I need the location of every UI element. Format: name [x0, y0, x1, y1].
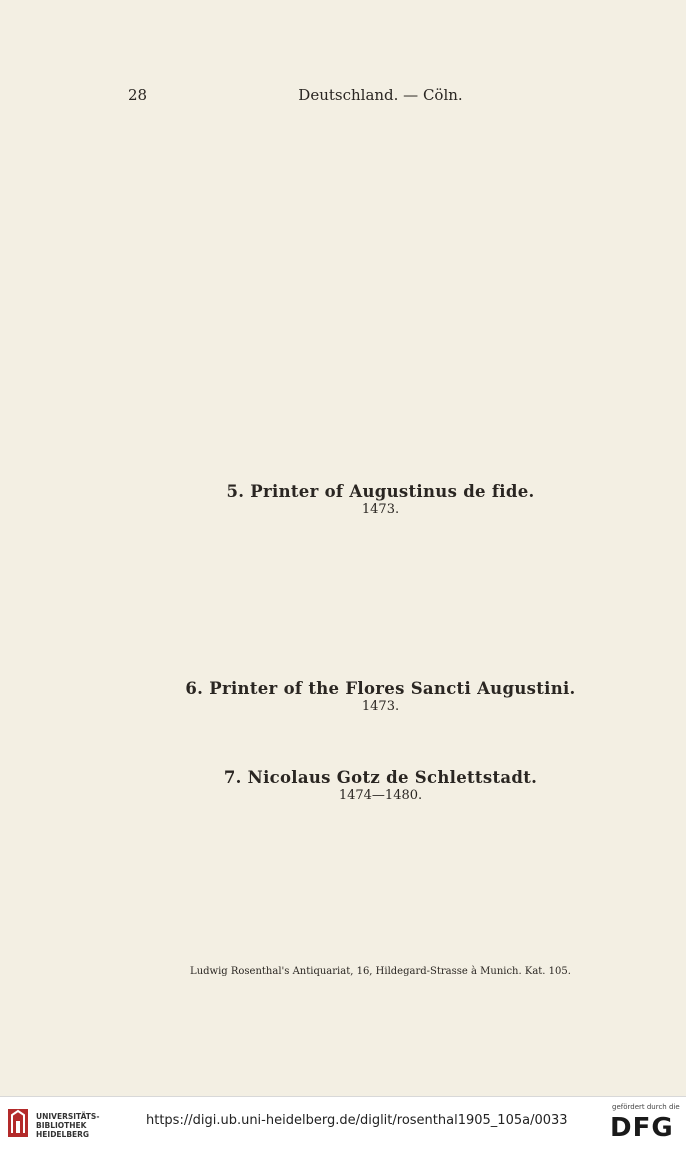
permalink-url[interactable]: https://digi.ub.uni-heidelberg.de/diglit/rosenthal1905_105a/0033	[146, 1113, 568, 1128]
page-number: 28	[128, 86, 148, 104]
printer-section-heading: 6. Printer of the Flores Sancti Augustini.	[185, 679, 576, 698]
dfg-logo: DFG	[610, 1113, 674, 1143]
university-library-logo-icon	[6, 1107, 30, 1139]
section-year: 1473.	[361, 502, 400, 517]
section-year: 1474—1480.	[338, 788, 423, 803]
viewer-bottom-bar	[0, 1096, 686, 1152]
catalog-footer-imprint: Ludwig Rosenthal's Antiquariat, 16, Hildegard-Strasse à Munich. Kat. 105.	[190, 966, 571, 977]
section-year: 1473.	[361, 699, 400, 714]
university-library-name: UNIVERSITÄTS- BIBLIOTHEK HEIDELBERG	[36, 1112, 100, 1139]
page-header	[118, 86, 643, 108]
running-title: Deutschland. — Cöln.	[298, 86, 463, 104]
funding-caption: gefördert durch die	[612, 1103, 680, 1111]
printer-section-heading: 7. Nicolaus Gotz de Schlettstadt.	[223, 768, 538, 787]
printer-section-heading: 5. Printer of Augustinus de fide.	[226, 482, 535, 501]
